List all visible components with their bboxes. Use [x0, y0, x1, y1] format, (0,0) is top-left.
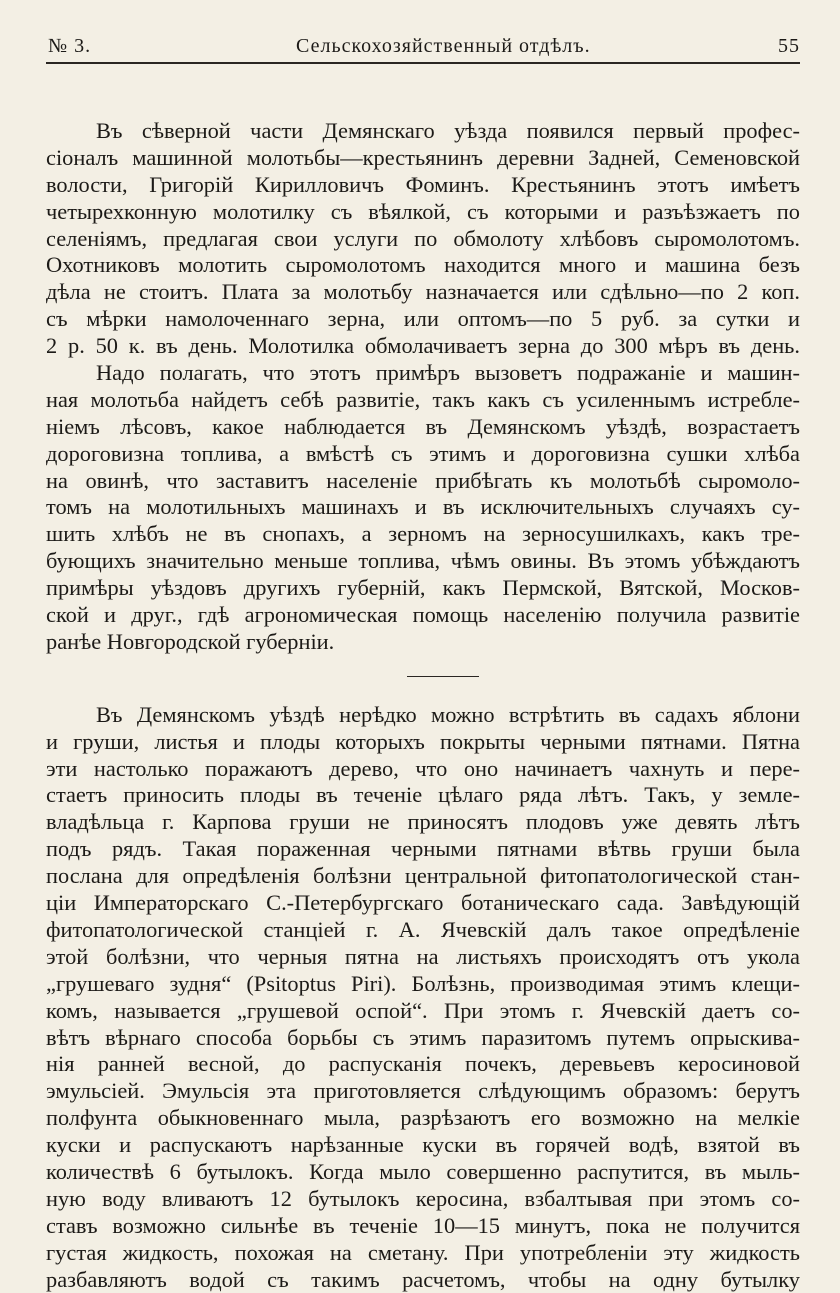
text-line: эмульсіей. Эмульсія эта приготовляется слѣдующимъ образомъ: берутъ — [46, 1078, 800, 1104]
section-separator — [46, 656, 800, 702]
paragraph-machine-threshing — [46, 118, 800, 360]
text-line: разбавляютъ водой съ такимъ расчетомъ, чтобы на одну бутылку — [46, 1266, 800, 1292]
text-line: съ мѣрки намолоченнаго зерна, или оптомъ—по 5 руб. за сутки и — [46, 306, 800, 332]
article-body — [46, 118, 800, 1293]
text-line: томъ на молотильныхъ машинахъ и въ исключительныхъ случаяхъ су- — [46, 494, 800, 520]
text-line: ціи Императорскаго С.-Петербургскаго ботаническаго сада. Завѣдующій — [46, 890, 800, 916]
text-line: ставъ возможно сильнѣе въ теченіе 10—15 минутъ, пока не получится — [46, 1212, 800, 1238]
text-line: „грушеваго зудня“ (Psitoptus Piri). Болѣзнь, производимая этимъ клещи- — [46, 970, 800, 996]
text-line: ную воду вливаютъ 12 бутылокъ керосина, взбалтывая при этомъ со- — [46, 1185, 800, 1211]
text-line: Въ сѣверной части Демянскаго уѣзда появился первый профес- — [96, 118, 800, 143]
text-line: подъ рядъ. Такая пораженная черными пятнами вѣтвь груши была — [46, 836, 800, 862]
text-line: комъ, называется „грушевой оспой“. При этомъ г. Ячевскій даетъ со- — [46, 997, 800, 1023]
text-line: ранѣе Новгородской губерніи. — [46, 628, 335, 654]
page — [46, 30, 800, 1293]
text-line: четырехконную молотилку съ вѣялкой, съ которыми и разъѣзжаетъ по — [46, 198, 800, 224]
text-line: эти настолько поражаютъ дерево, что оно начинаетъ чахнуть и пере- — [46, 755, 800, 781]
text-line: послана для опредѣленія болѣзни центральной фитопатологической стан- — [46, 863, 800, 889]
text-line: ской и друг., гдѣ агрономическая помощь населенію получила развитіе — [46, 602, 800, 628]
page-number: 55 — [778, 35, 800, 57]
text-line: дѣла не стоитъ. Плата за молотьбу назначается или сдѣльно—по 2 коп. — [46, 279, 800, 305]
issue-number: № 3. — [48, 35, 92, 57]
text-line: на овинѣ, что заставитъ населеніе прибѣгать къ молотьбѣ сыромоло- — [46, 467, 800, 493]
text-line: дороговизна топлива, а вмѣстѣ съ этимъ и дороговизна сушки хлѣба — [46, 440, 800, 466]
text-line: Надо полагать, что этотъ примѣръ вызоветъ подражаніе и машин- — [96, 360, 800, 386]
separator-rule — [407, 676, 479, 677]
text-line: бующихъ значительно меньше топлива, чѣмъ овины. Въ этомъ убѣждаютъ — [46, 548, 800, 574]
text-line: волости, Григорій Кирилловичъ Фоминъ. Крестьянинъ этотъ имѣетъ — [46, 171, 800, 197]
paragraph-prospects — [46, 360, 800, 656]
running-header — [46, 30, 800, 64]
text-line: густая жидкость, похожая на сметану. При употребленіи эту жидкость — [46, 1239, 800, 1265]
text-line: фитопатологической станціей г. А. Ячевскій далъ такое опредѣленіе — [46, 916, 800, 942]
paragraph-pear-disease — [46, 702, 800, 1293]
text-line: и груши, листья и плоды которыхъ покрыты черными пятнами. Пятна — [46, 728, 800, 754]
section-title: Сельскохозяйственный отдѣлъ. — [296, 35, 591, 57]
text-line: шить хлѣбъ не въ снопахъ, а зерномъ на зерносушилкахъ, какъ тре- — [46, 521, 800, 547]
text-line: примѣры уѣздовъ другихъ губерній, какъ Пермской, Вятской, Москов- — [46, 575, 800, 601]
text-line: полфунта обыкновеннаго мыла, разрѣзаютъ его возможно на мелкіе — [46, 1105, 800, 1131]
text-line: ная молотьба найдетъ себѣ развитіе, такъ какъ съ усиленнымъ истребле- — [46, 386, 800, 412]
text-line: вѣтъ вѣрнаго способа борьбы съ этимъ паразитомъ путемъ опрыскива- — [46, 1024, 800, 1050]
text-line: селеніямъ, предлагая свои услуги по обмолоту хлѣбовъ сыромолотомъ. — [46, 225, 800, 251]
text-line: ніемъ лѣсовъ, какое наблюдается въ Демянскомъ уѣздѣ, возрастаетъ — [46, 413, 800, 439]
text-line: 2 р. 50 к. въ день. Молотилка обмолачиваетъ зерна до 300 мѣръ въ день. — [46, 333, 800, 359]
text-line: количествѣ 6 бутылокъ. Когда мыло совершенно распутится, въ мыль- — [46, 1158, 800, 1184]
text-line: владѣльца г. Карпова груши не приносятъ плодовъ уже девять лѣтъ — [46, 809, 800, 835]
text-line: Охотниковъ молотить сыромолотомъ находится много и машина безъ — [46, 252, 800, 278]
text-line: стаетъ приносить плоды въ теченіе цѣлаго ряда лѣтъ. Такъ, у земле- — [46, 782, 800, 808]
text-line: сіоналъ машинной молотьбы—крестьянинъ деревни Задней, Семеновской — [46, 144, 800, 170]
text-line: Въ Демянскомъ уѣздѣ нерѣдко можно встрѣтить въ садахъ яблони — [96, 701, 800, 727]
text-line: этой болѣзни, что черныя пятна на листьяхъ происходятъ отъ укола — [46, 943, 800, 969]
text-line: куски и распускаютъ нарѣзанные куски въ горячей водѣ, взятой въ — [46, 1132, 800, 1158]
text-line: нія ранней весной, до распусканія почекъ, деревьевъ керосиновой — [46, 1051, 800, 1077]
